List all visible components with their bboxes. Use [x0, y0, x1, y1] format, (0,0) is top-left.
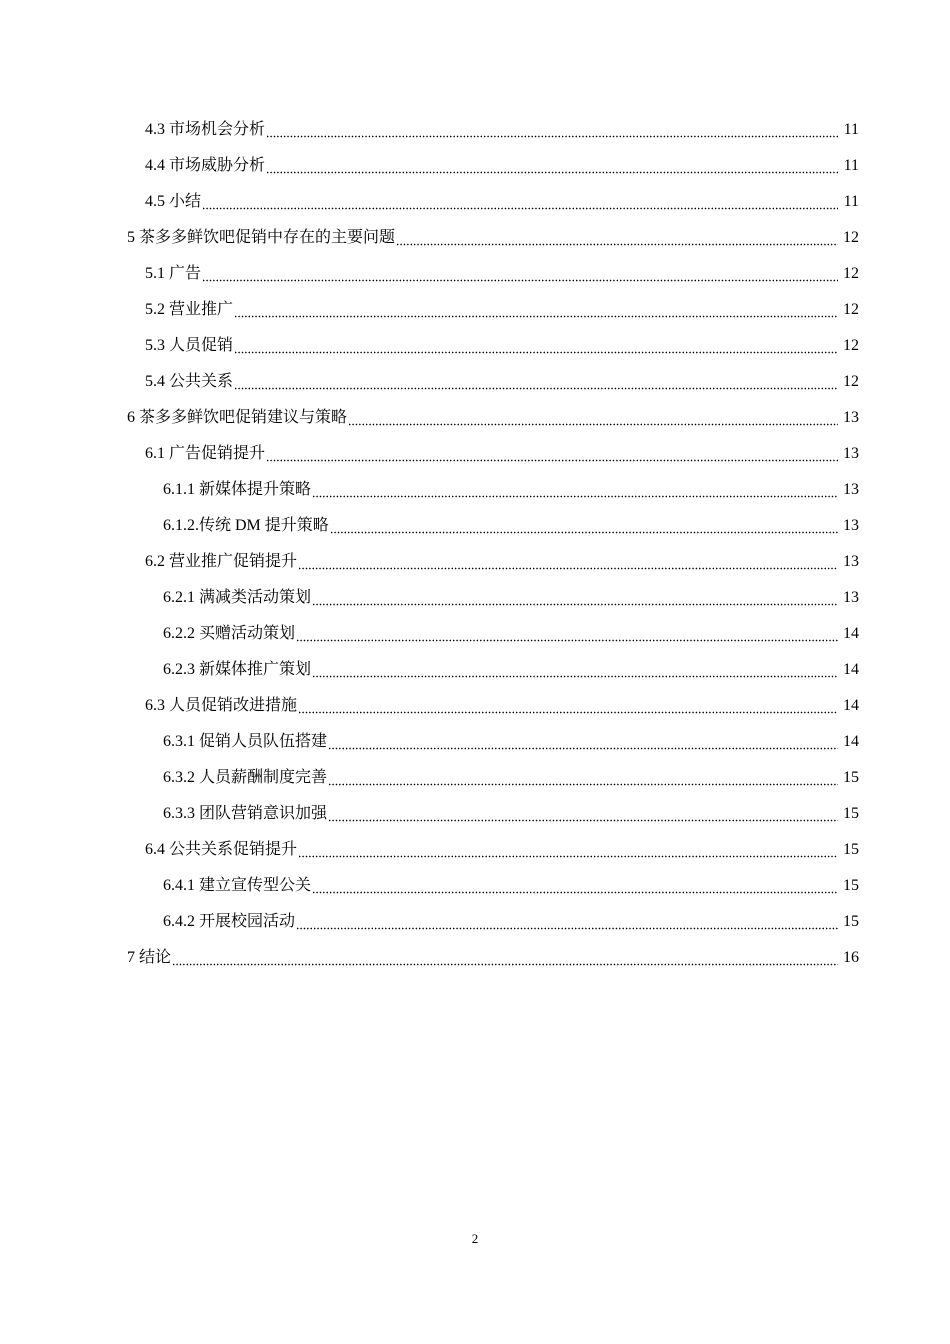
- dot-leader: [328, 724, 838, 760]
- toc-entry-page: 14: [843, 625, 859, 642]
- toc-entry-label: 5.1 广告: [145, 265, 202, 282]
- toc-entry-label: 5 茶多多鲜饮吧促销中存在的主要问题: [127, 229, 396, 246]
- toc-entry-label: 6.2.1 满减类活动策划: [163, 589, 312, 606]
- toc-entry-page: 12: [843, 337, 859, 354]
- page-number: 2: [471, 1231, 479, 1246]
- toc-entry-label: 6.3.2 人员薪酬制度完善: [163, 769, 328, 786]
- toc-entry-label: 5.3 人员促销: [145, 337, 234, 354]
- dot-leader: [234, 292, 838, 328]
- toc-entry[interactable]: [0, 904, 950, 940]
- toc-entry-label: 6.1 广告促销提升: [145, 445, 266, 462]
- toc-entry[interactable]: [0, 724, 950, 760]
- toc-entry[interactable]: [0, 832, 950, 868]
- toc-entry[interactable]: [0, 796, 950, 832]
- dot-leader: [396, 220, 838, 256]
- dot-leader: [266, 148, 838, 184]
- toc-entry-page: 16: [843, 949, 859, 966]
- toc-entry-page: 13: [843, 553, 859, 570]
- toc-entry[interactable]: [0, 580, 950, 616]
- toc-entry-page: 15: [843, 913, 859, 930]
- toc-entry-label: 6.4.1 建立宣传型公关: [163, 877, 312, 894]
- dot-leader: [234, 364, 838, 400]
- toc-entry-label: 4.3 市场机会分析: [145, 121, 266, 138]
- toc-entry[interactable]: [0, 292, 950, 328]
- toc-entry-label: 6.4.2 开展校园活动: [163, 913, 296, 930]
- toc-entry-page: 12: [843, 373, 859, 390]
- toc-entry-page: 12: [843, 265, 859, 282]
- toc-entry[interactable]: [0, 688, 950, 724]
- toc-entry-page: 12: [843, 229, 859, 246]
- toc-entry-page: 11: [843, 193, 859, 210]
- toc-entry-label: 6.3.3 团队营销意识加强: [163, 805, 328, 822]
- dot-leader: [298, 688, 838, 724]
- toc-entry-label: 6.2.3 新媒体推广策划: [163, 661, 312, 678]
- dot-leader: [298, 544, 838, 580]
- dot-leader: [202, 184, 838, 220]
- toc-entry-page: 13: [843, 481, 859, 498]
- toc-entry[interactable]: [0, 148, 950, 184]
- dot-leader: [312, 472, 838, 508]
- toc-entry[interactable]: [0, 256, 950, 292]
- toc-entry-label: 5.2 营业推广: [145, 301, 234, 318]
- toc-entry[interactable]: [0, 760, 950, 796]
- dot-leader: [296, 616, 838, 652]
- toc-entry-page: 15: [843, 769, 859, 786]
- toc-entry[interactable]: [0, 328, 950, 364]
- dot-leader: [202, 256, 838, 292]
- dot-leader: [328, 760, 838, 796]
- toc-entry-label: 4.5 小结: [145, 193, 202, 210]
- toc-entry[interactable]: [0, 472, 950, 508]
- toc-entry[interactable]: [0, 436, 950, 472]
- toc-entry-page: 11: [843, 157, 859, 174]
- toc-entry[interactable]: [0, 940, 950, 976]
- dot-leader: [234, 328, 838, 364]
- dot-leader: [296, 904, 838, 940]
- table-of-contents: [0, 112, 950, 976]
- toc-entry-page: 14: [843, 697, 859, 714]
- toc-entry-page: 15: [843, 805, 859, 822]
- toc-entry-label: 7 结论: [127, 949, 172, 966]
- toc-entry[interactable]: [0, 220, 950, 256]
- toc-entry-label: 6.2 营业推广促销提升: [145, 553, 298, 570]
- toc-entry-page: 11: [843, 121, 859, 138]
- toc-entry-label: 6.1.2.传统 DM 提升策略: [163, 517, 329, 534]
- toc-entry-page: 15: [843, 841, 859, 858]
- toc-entry-label: 6.4 公共关系促销提升: [145, 841, 298, 858]
- toc-entry-label: 4.4 市场威胁分析: [145, 157, 266, 174]
- toc-entry-page: 13: [843, 409, 859, 426]
- toc-entry-page: 13: [843, 589, 859, 606]
- toc-entry[interactable]: [0, 400, 950, 436]
- dot-leader: [312, 652, 838, 688]
- dot-leader: [348, 400, 838, 436]
- toc-entry[interactable]: [0, 112, 950, 148]
- toc-entry-label: 6.2.2 买赠活动策划: [163, 625, 296, 642]
- toc-entry-label: 6 茶多多鲜饮吧促销建议与策略: [127, 409, 348, 426]
- dot-leader: [328, 796, 838, 832]
- toc-entry-label: 6.3.1 促销人员队伍搭建: [163, 733, 328, 750]
- dot-leader: [266, 112, 838, 148]
- dot-leader: [172, 940, 838, 976]
- toc-entry[interactable]: [0, 544, 950, 580]
- toc-entry[interactable]: [0, 868, 950, 904]
- dot-leader: [312, 868, 838, 904]
- toc-entry-page: 14: [843, 661, 859, 678]
- toc-entry-label: 6.3 人员促销改进措施: [145, 697, 298, 714]
- toc-entry-label: 5.4 公共关系: [145, 373, 234, 390]
- toc-entry[interactable]: [0, 364, 950, 400]
- toc-entry[interactable]: [0, 652, 950, 688]
- dot-leader: [312, 580, 838, 616]
- toc-entry-page: 13: [843, 445, 859, 462]
- toc-entry-page: 14: [843, 733, 859, 750]
- toc-entry-page: 12: [843, 301, 859, 318]
- toc-entry[interactable]: [0, 616, 950, 652]
- toc-entry[interactable]: [0, 508, 950, 544]
- toc-entry[interactable]: [0, 184, 950, 220]
- toc-entry-page: 15: [843, 877, 859, 894]
- toc-entry-page: 13: [843, 517, 859, 534]
- toc-entry-label: 6.1.1 新媒体提升策略: [163, 481, 312, 498]
- dot-leader: [266, 436, 838, 472]
- dot-leader: [298, 832, 838, 868]
- dot-leader: [330, 508, 838, 544]
